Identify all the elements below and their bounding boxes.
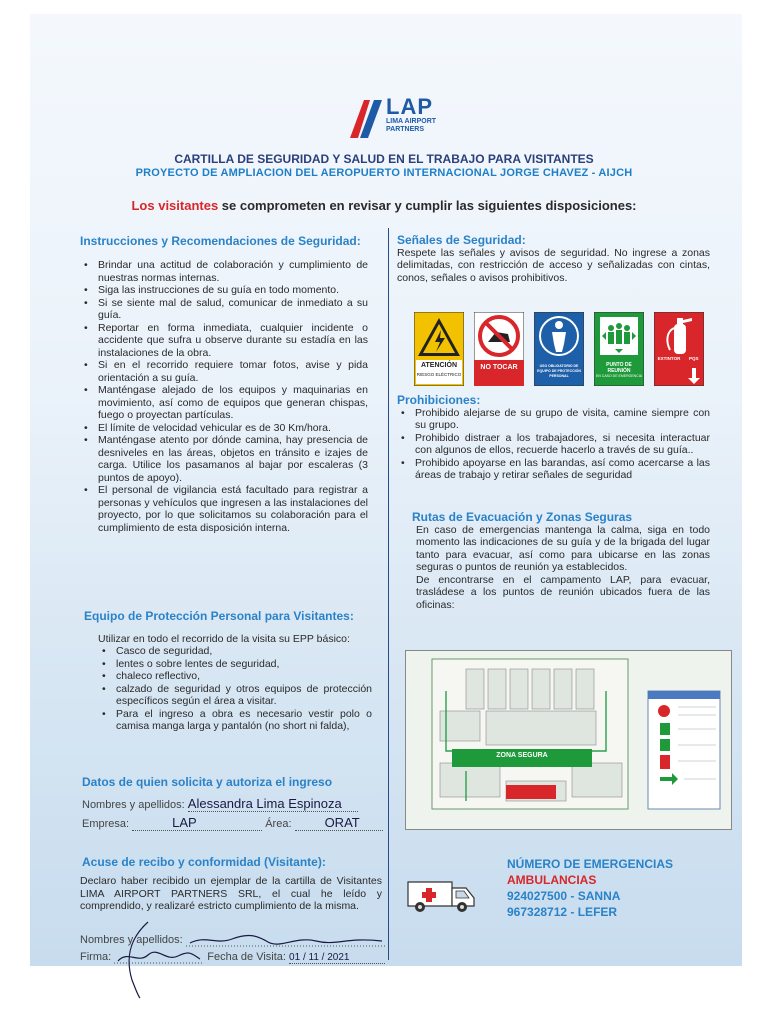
sign-label-2: USO OBLIGATORIO DE EQUIPO DE PROTECCIÓN PERSONAL — [537, 364, 581, 378]
sign-sub-4: PQS — [689, 356, 699, 361]
instrucciones-heading: Instrucciones y Recomendaciones de Seguridad: — [80, 234, 361, 248]
epp-item: • Casco de seguridad, — [116, 645, 372, 658]
fire-extinguisher-sign-icon — [654, 312, 704, 386]
sign-sub-0: RIESGO ELÉCTRICO — [416, 372, 462, 377]
instruccion-item: • Manténgase alejado de los equipos y maquinarias en movimiento, así como de equipos que generan chispas, fuego o proyectan partículas. — [98, 384, 368, 422]
safe-zone-label: ZONA SEGURA — [496, 752, 548, 759]
acuse-heading: Acuse de recibo y conformidad (Visitante): — [82, 855, 326, 869]
datos-heading: Datos de quien solicita y autoriza el ingreso — [82, 775, 333, 789]
rutas-paragraph-1: En caso de emergencias mantenga la calma, siga en todo momento las indicaciones de su guía y de la brigada del lugar tanto para evacuar, así como para ubicarse en las zonas seguras o puntos de reunión ya establecidos. — [416, 523, 710, 573]
instruccion-item: • Si se siente mal de salud, comunicar de inmediato a su guía. — [98, 297, 368, 322]
datos-name-value: Alessandra Lima Espinoza — [188, 796, 358, 812]
emergency-subtitle: AMBULANCIAS — [507, 873, 597, 887]
datos-empresa-label: Empresa: — [82, 818, 130, 830]
datos-empresa-value: LAP — [132, 815, 262, 831]
emergency-numbers — [507, 856, 673, 920]
datos-area-value: ORAT — [295, 815, 383, 831]
acuse-firma-label: Firma: — [80, 950, 112, 963]
instruccion-item: • El personal de vigilancia está facultado para registrar a personas y vehículos que ingresen a las instalaciones del proyecto, por lo que solicitamos su colaboración para el cumplimiento de esta disposición interna. — [98, 484, 368, 534]
instruccion-item: • Si en el recorrido requiere tomar fotos, avise y pida orientación a su guía. — [98, 359, 368, 384]
document-subtitle: PROYECTO DE AMPLIACION DEL AEROPUERTO INTERNACIONAL JORGE CHAVEZ - AIJCH — [135, 167, 633, 179]
epp-heading: Equipo de Protección Personal para Visitantes: — [84, 609, 354, 623]
ambulance-icon — [404, 874, 480, 914]
instruccion-item: • Brindar una actitud de colaboración y cumplimiento de nuestras normas internas. — [98, 259, 368, 284]
signature-stroke — [118, 920, 158, 1000]
prohibiciones-heading: Prohibiciones: — [397, 393, 481, 407]
sign-label-4: EXTINTOR — [657, 356, 681, 361]
evacuation-map-drawing — [406, 651, 731, 829]
prohibicion-item: • Prohibido apoyarse en las barandas, así como acercarse a las áreas de trabajo y retirar señales de seguridad — [415, 457, 710, 482]
acuse-text: Declaro haber recibido un ejemplar de la cartilla de Visitantes LIMA AIRPORT PARTNERS SRL, el cual he leído y comprendido, y realizaré estricto cumplimiento de la misma. — [80, 875, 382, 912]
emergency-title: NÚMERO DE EMERGENCIAS — [507, 857, 674, 871]
epp-section — [84, 610, 374, 733]
prohibiciones-section — [397, 394, 710, 482]
rutas-heading: Rutas de Evacuación y Zonas Seguras — [412, 510, 633, 524]
safety-signs-row — [414, 312, 710, 386]
epp-intro: Utilizar en todo el recorrido de la visita su EPP básico: — [98, 632, 350, 645]
epp-item: • chaleco reflectivo, — [116, 670, 372, 683]
epp-item: • Para el ingreso a obra es necesario vestir polo o camisa manga larga y pantalón (no short ni falda), — [116, 708, 372, 733]
prohibiciones-list — [397, 407, 710, 482]
epp-item: • calzado de seguridad y otros equipos de protección específicos según el área a visitar. — [116, 683, 372, 708]
instrucciones-section — [80, 234, 368, 534]
sign-label-1: NO TOCAR — [480, 364, 518, 371]
instruccion-item: • El límite de velocidad vehicular es de 30 Km/hora. — [98, 422, 368, 435]
sign-label-0: ATENCIÓN — [420, 362, 458, 369]
emergency-line-1: 924027500 - SANNA — [507, 889, 621, 903]
senales-text: Respete las señales y avisos de seguridad. No ingrese a zonas delimitadas, con restricción de acceso y señalizadas con cintas, conos, señales o avisos prohibitivos. — [397, 246, 710, 284]
sign-sub-3: EN CASO DE EMERGENCIA — [595, 374, 643, 378]
rutas-section — [414, 511, 710, 611]
no-touch-sign-icon — [474, 312, 524, 386]
sign-label-3: PUNTO DE REUNIÓN — [606, 362, 632, 374]
datos-name-row — [82, 796, 358, 812]
intro-highlight: Los visitantes — [131, 198, 219, 213]
column-divider — [388, 228, 389, 960]
datos-name-label: Nombres y apellidos: — [82, 799, 185, 811]
prohibicion-item: • Prohibido alejarse de su grupo de visita, camine siempre con su grupo. — [415, 407, 710, 432]
logo-text: LAP LIMA AIRPORT PARTNERS — [386, 94, 437, 133]
intro-rest: se comprometen en revisar y cumplir las siguientes disposiciones: — [218, 198, 637, 213]
datos-empresa-row — [82, 815, 383, 831]
acuse-fecha-value: 01 / 11 / 2021 — [289, 952, 385, 964]
datos-area-label: Área: — [265, 818, 292, 830]
senales-heading: Señales de Seguridad: — [397, 233, 526, 247]
evacuation-map — [405, 650, 732, 830]
instruccion-item: • Siga las instrucciones de su guía en todo momento. — [98, 284, 368, 297]
rutas-paragraph-2: De encontrarse en el campamento LAP, para evacuar, trasládese a los puntos de reunión ubicados fuera de las oficinas: — [416, 573, 710, 611]
acuse-fecha-label: Fecha de Visita: — [207, 950, 286, 963]
visitor-name-signature — [186, 933, 386, 947]
prohibicion-item: • Prohibido distraer a los trabajadores, si necesita interactuar con algunos de ellos, recuerde hacerlo a través de su guía.. — [415, 432, 710, 457]
instruccion-item: • Manténgase atento por dónde camina, hay presencia de desniveles en las áreas, objetos en tránsito e izajes de carga. Utilice los pasamanos al bajar por escaleras (3 puntos de apoyo). — [98, 434, 368, 484]
emergency-line-2: 967328712 - LEFER — [507, 905, 618, 919]
epp-item: • lentes o sobre lentes de seguridad, — [116, 658, 372, 671]
document-title: CARTILLA DE SEGURIDAD Y SALUD EN EL TRABAJO PARA VISITANTES — [174, 152, 594, 166]
instrucciones-list — [80, 259, 368, 534]
acuse-name-label: Nombres y apellidos: — [80, 933, 183, 946]
epp-list — [98, 645, 372, 733]
instruccion-item: • Reportar en forma inmediata, cualquier incidente o accidente que sufra u observe durante su estadía en las instalaciones de la obra. — [98, 322, 368, 360]
intro-line — [0, 198, 768, 213]
senales-section — [397, 234, 710, 284]
